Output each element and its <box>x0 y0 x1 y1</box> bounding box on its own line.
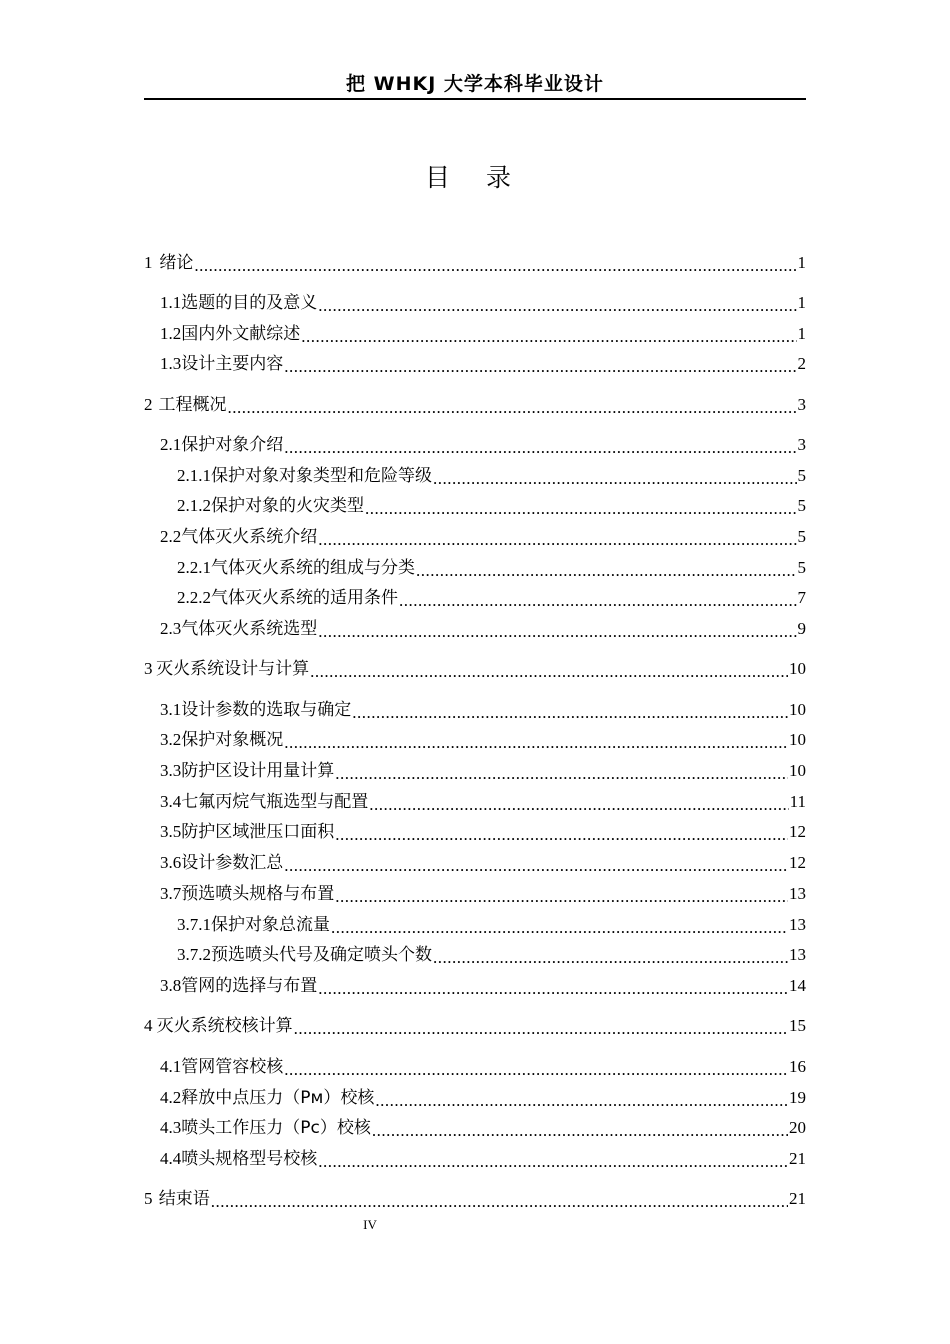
toc-entry-number: 4.4 <box>160 1149 182 1168</box>
toc-entry-number: 2.2.2 <box>177 588 211 607</box>
dot-leader <box>433 946 788 970</box>
toc-entry-number: 4 <box>144 1016 153 1035</box>
toc-entry[interactable] <box>144 349 806 379</box>
toc-entry-page: 13 <box>789 945 806 964</box>
toc-entry-page: 5 <box>797 527 806 546</box>
toc-title: 目 录 <box>425 163 525 192</box>
toc-entry[interactable] <box>144 522 806 552</box>
toc-entry-title: 预选喷头规格与布置 <box>181 884 335 904</box>
toc-entry-page: 2 <box>797 354 806 373</box>
toc-entry-number: 3.6 <box>160 853 182 872</box>
toc-entry-page: 20 <box>789 1118 806 1137</box>
toc-entry[interactable] <box>144 1113 806 1143</box>
toc-entry-page: 12 <box>789 853 806 872</box>
toc-entry-page: 3 <box>797 435 806 454</box>
dot-leader <box>318 528 796 552</box>
toc-entry-title: 灭火系统校核计算 <box>156 1016 293 1036</box>
toc-entry-number: 3.7.2 <box>177 945 211 964</box>
toc-entry-page: 10 <box>789 761 806 780</box>
dot-leader <box>284 355 796 379</box>
toc-entry-title: 气体灭火系统的组成与分类 <box>211 558 415 578</box>
dot-leader <box>211 1190 788 1214</box>
toc-entry-title: 防护区域泄压口面积 <box>181 822 335 842</box>
toc-entry-title: 释放中点压力（Pм）校核 <box>181 1088 375 1108</box>
toc-entry-title: 选题的目的及意义 <box>181 293 318 313</box>
toc-entry[interactable] <box>144 430 806 460</box>
toc-entry-page: 1 <box>797 293 806 312</box>
toc-entry[interactable] <box>144 1083 806 1113</box>
toc-entry[interactable] <box>144 910 806 940</box>
toc-entry-title: 设计参数汇总 <box>181 853 284 873</box>
dot-leader <box>294 1017 788 1041</box>
toc-entry-title: 喷头工作压力（Pc）校核 <box>181 1118 371 1138</box>
toc-entry-title: 预选喷头代号及确定喷头个数 <box>211 945 432 965</box>
toc-entry-title: 气体灭火系统的适用条件 <box>211 588 398 608</box>
toc-entry-title: 设计参数的选取与确定 <box>181 700 352 720</box>
toc-entry-number: 2.1 <box>160 435 182 454</box>
toc-entry-title: 绪论 <box>159 253 194 273</box>
toc-entry-page: 7 <box>797 588 806 607</box>
toc-entry[interactable] <box>144 695 806 725</box>
toc-entry-title: 工程概况 <box>158 395 227 415</box>
toc-entry[interactable] <box>144 614 806 644</box>
toc-entry[interactable] <box>144 848 806 878</box>
toc-entry-number: 1.2 <box>160 324 182 343</box>
toc-entry[interactable] <box>144 553 806 583</box>
toc-entry-number: 2.1.1 <box>177 466 211 485</box>
toc-entry-title: 设计主要内容 <box>181 354 284 374</box>
dot-leader <box>331 916 788 940</box>
toc-entry-page: 11 <box>789 792 806 811</box>
toc-entry[interactable] <box>144 390 806 420</box>
dot-leader <box>284 854 788 878</box>
page-number: IV <box>363 1217 377 1232</box>
toc-entry-page: 21 <box>789 1149 806 1168</box>
dot-leader <box>369 793 788 817</box>
toc-entry[interactable] <box>144 654 806 684</box>
toc-entry-title: 喷头规格型号校核 <box>181 1149 318 1169</box>
toc-entry-page: 13 <box>789 915 806 934</box>
dot-leader <box>372 1119 788 1143</box>
toc-entry-title: 结束语 <box>158 1189 210 1209</box>
toc-entry[interactable] <box>144 288 806 318</box>
toc-entry-page: 5 <box>797 496 806 515</box>
toc-entry[interactable] <box>144 971 806 1001</box>
toc-entry[interactable] <box>144 725 806 755</box>
dot-leader <box>284 436 796 460</box>
toc-entry-page: 1 <box>797 253 806 272</box>
toc-entry-title: 管网的选择与布置 <box>181 976 318 996</box>
toc-entry-number: 2.3 <box>160 619 182 638</box>
dot-leader <box>284 1058 788 1082</box>
dot-leader <box>318 294 796 318</box>
toc-entry[interactable] <box>144 248 806 278</box>
toc-entry-page: 15 <box>789 1016 806 1035</box>
toc-entry-number: 2.1.2 <box>177 496 211 515</box>
toc-entry-number: 2.2.1 <box>177 558 211 577</box>
toc-entry[interactable] <box>144 940 806 970</box>
toc-entry[interactable] <box>144 879 806 909</box>
toc-entry-number: 2 <box>144 395 153 414</box>
toc-entry-number: 3 <box>144 659 153 678</box>
toc-entry-page: 10 <box>789 659 806 678</box>
dot-leader <box>365 497 797 521</box>
toc-entry-number: 1 <box>144 253 153 272</box>
toc-entry-number: 3.7 <box>160 884 182 903</box>
toc-entry-number: 4.1 <box>160 1057 182 1076</box>
toc-entry-number: 4.2 <box>160 1088 182 1107</box>
running-header: 把 WHKJ 大学本科毕业设计 <box>346 73 604 95</box>
dot-leader <box>318 620 796 644</box>
toc-entry-title: 管网管容校核 <box>181 1057 284 1077</box>
toc-entry-page: 12 <box>789 822 806 841</box>
header-rule <box>144 98 806 100</box>
toc-entry[interactable] <box>144 319 806 349</box>
toc-entry-page: 21 <box>789 1189 806 1208</box>
toc-entry[interactable] <box>144 1052 806 1082</box>
dot-leader <box>227 396 796 420</box>
dot-leader <box>310 660 788 684</box>
toc-entry-page: 10 <box>789 730 806 749</box>
dot-leader <box>301 325 796 349</box>
toc-entry[interactable] <box>144 787 806 817</box>
toc-entry-title: 国内外文献综述 <box>181 324 301 344</box>
toc-entry-number: 1.3 <box>160 354 182 373</box>
toc-entry-page: 13 <box>789 884 806 903</box>
toc-entry[interactable] <box>144 817 806 847</box>
toc-entry-title: 气体灭火系统选型 <box>181 619 318 639</box>
dot-leader <box>318 1150 788 1174</box>
toc-entry-number: 5 <box>144 1189 153 1208</box>
toc-entry-page: 10 <box>789 700 806 719</box>
toc-entry-title: 灭火系统设计与计算 <box>156 659 310 679</box>
toc-entry-title: 防护区设计用量计算 <box>181 761 335 781</box>
toc-entry-number: 3.7.1 <box>177 915 211 934</box>
toc-entry[interactable] <box>144 461 806 491</box>
toc-entry-number: 3.1 <box>160 700 182 719</box>
toc-entry-number: 3.2 <box>160 730 182 749</box>
dot-leader <box>335 762 788 786</box>
toc-entry[interactable] <box>144 583 806 613</box>
toc-entry-number: 1.1 <box>160 293 182 312</box>
dot-leader <box>416 559 797 583</box>
toc-entry[interactable] <box>144 1011 806 1041</box>
toc-entry-page: 16 <box>789 1057 806 1076</box>
dot-leader <box>335 885 788 909</box>
toc-entry[interactable] <box>144 1144 806 1174</box>
dot-leader <box>433 467 797 491</box>
toc-entry-title: 保护对象对象类型和危险等级 <box>211 466 432 486</box>
toc-entry[interactable] <box>144 1184 806 1214</box>
toc-entry-number: 3.4 <box>160 792 182 811</box>
toc-entry[interactable] <box>144 491 806 521</box>
toc-entry-number: 3.5 <box>160 822 182 841</box>
toc-entry-title: 七氟丙烷气瓶选型与配置 <box>181 792 369 812</box>
dot-leader <box>318 977 788 1001</box>
toc-entry-number: 3.8 <box>160 976 182 995</box>
toc-entry-page: 9 <box>797 619 806 638</box>
toc-entry-page: 3 <box>797 395 806 414</box>
toc-entry-title: 保护对象的火灾类型 <box>211 496 364 516</box>
toc-entry-number: 3.3 <box>160 761 182 780</box>
toc-entry-page: 14 <box>789 976 806 995</box>
toc-entry-title: 保护对象总流量 <box>211 915 330 935</box>
toc-entry-title: 保护对象介绍 <box>181 435 284 455</box>
dot-leader <box>194 254 796 278</box>
toc-entry-title: 气体灭火系统介绍 <box>181 527 318 547</box>
dot-leader <box>284 731 788 755</box>
dot-leader <box>399 589 797 613</box>
toc-entry-page: 19 <box>789 1088 806 1107</box>
toc-entry-page: 1 <box>797 324 806 343</box>
toc-entry-number: 2.2 <box>160 527 182 546</box>
dot-leader <box>352 701 788 725</box>
dot-leader <box>375 1089 788 1113</box>
toc-entry-number: 4.3 <box>160 1118 182 1137</box>
toc-entry-title: 保护对象概况 <box>181 730 284 750</box>
toc-entry[interactable] <box>144 756 806 786</box>
toc-entry-page: 5 <box>797 558 806 577</box>
dot-leader <box>335 823 788 847</box>
toc-entry-page: 5 <box>797 466 806 485</box>
